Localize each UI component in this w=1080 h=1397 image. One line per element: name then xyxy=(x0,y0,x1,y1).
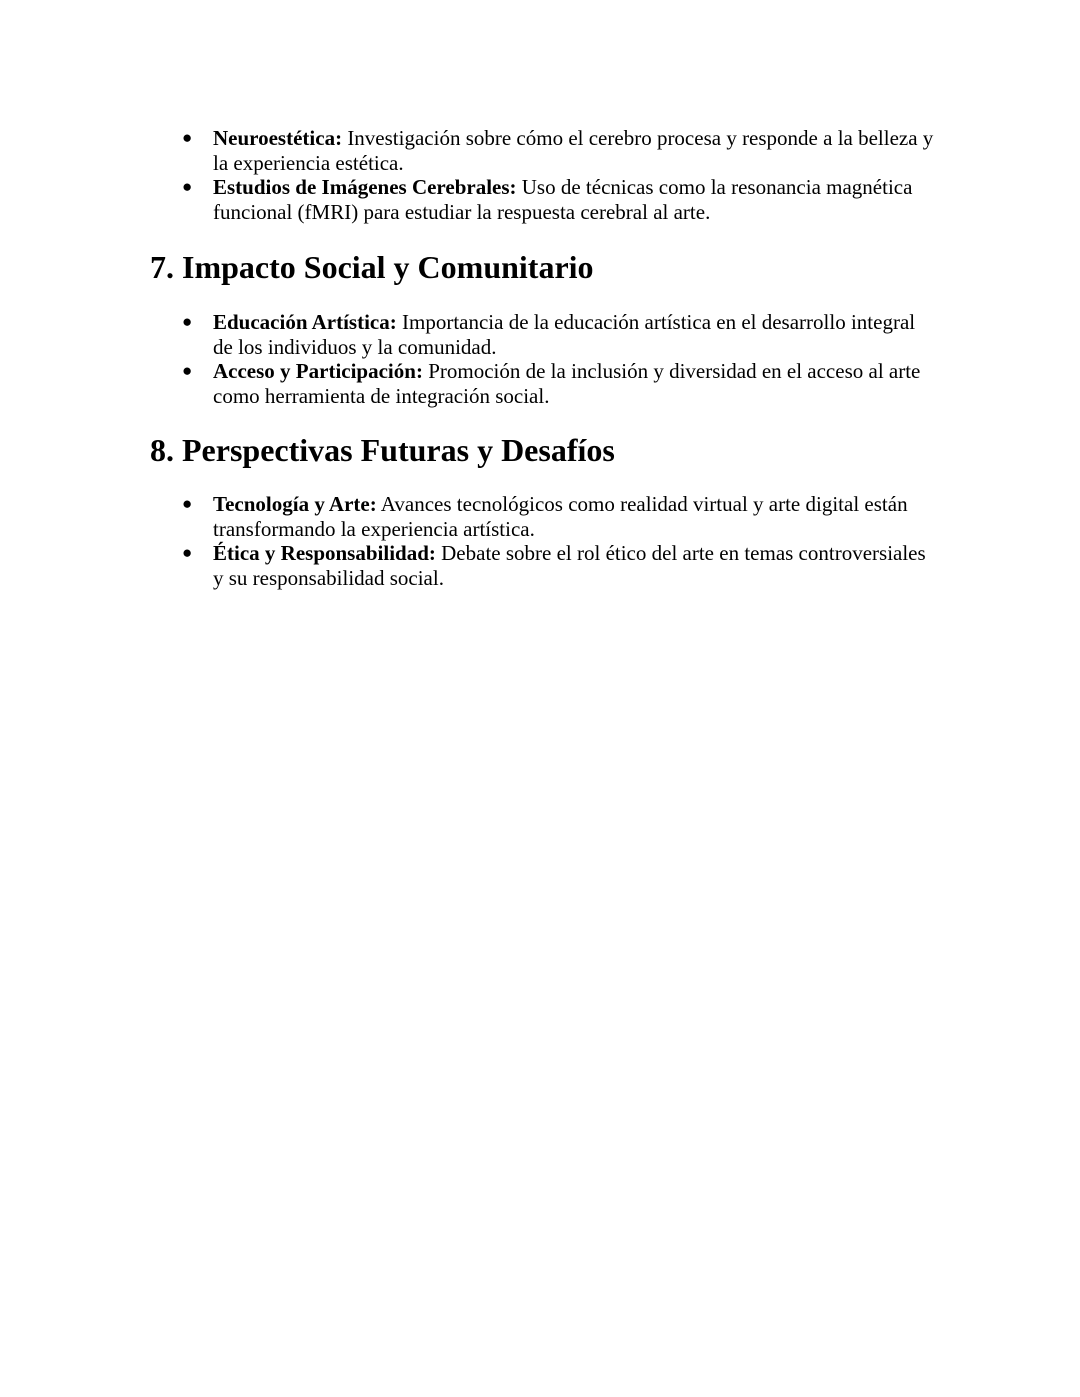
list-item xyxy=(150,175,940,224)
section-heading-perspectivas-futuras: 8. Perspectivas Futuras y Desafíos xyxy=(150,432,615,468)
list-item xyxy=(150,359,940,408)
bullet-icon: ● xyxy=(182,128,193,147)
item-description: Avances tecnológicos como realidad virtual y arte digital están transformando la experiencia artística. xyxy=(213,492,908,541)
item-term: Ética y Responsabilidad: xyxy=(213,541,436,565)
item-description: Promoción de la inclusión y diversidad en el acceso al arte como herramienta de integración social. xyxy=(213,359,921,408)
list-item xyxy=(150,492,940,541)
bullet-icon: ● xyxy=(182,177,193,196)
list-item xyxy=(150,310,940,359)
bullet-icon: ● xyxy=(182,312,193,331)
bullet-icon: ● xyxy=(182,543,193,562)
item-term: Acceso y Participación: xyxy=(213,359,423,383)
bullet-icon: ● xyxy=(182,361,193,380)
item-description: Importancia de la educación artística en el desarrollo integral de los individuos y la comunidad. xyxy=(213,310,916,359)
item-term: Educación Artística: xyxy=(213,310,397,334)
item-description: Debate sobre el rol ético del arte en temas controversiales y su responsabilidad social. xyxy=(213,541,926,590)
bullet-list-impacto-social xyxy=(150,310,940,408)
bullet-list-perspectivas-futuras xyxy=(150,492,940,590)
bullet-list-neuroscience xyxy=(150,126,940,224)
list-item xyxy=(150,541,940,590)
item-term: Estudios de Imágenes Cerebrales: xyxy=(213,175,517,199)
section-heading-impacto-social: 7. Impacto Social y Comunitario xyxy=(150,249,594,285)
item-description: Investigación sobre cómo el cerebro procesa y responde a la belleza y la experiencia estética. xyxy=(213,126,934,175)
list-item xyxy=(150,126,940,175)
item-description: Uso de técnicas como la resonancia magnética funcional (fMRI) para estudiar la respuesta cerebral al arte. xyxy=(213,175,913,224)
item-term: Neuroestética: xyxy=(213,126,343,150)
bullet-icon: ● xyxy=(182,494,193,513)
item-term: Tecnología y Arte: xyxy=(213,492,377,516)
